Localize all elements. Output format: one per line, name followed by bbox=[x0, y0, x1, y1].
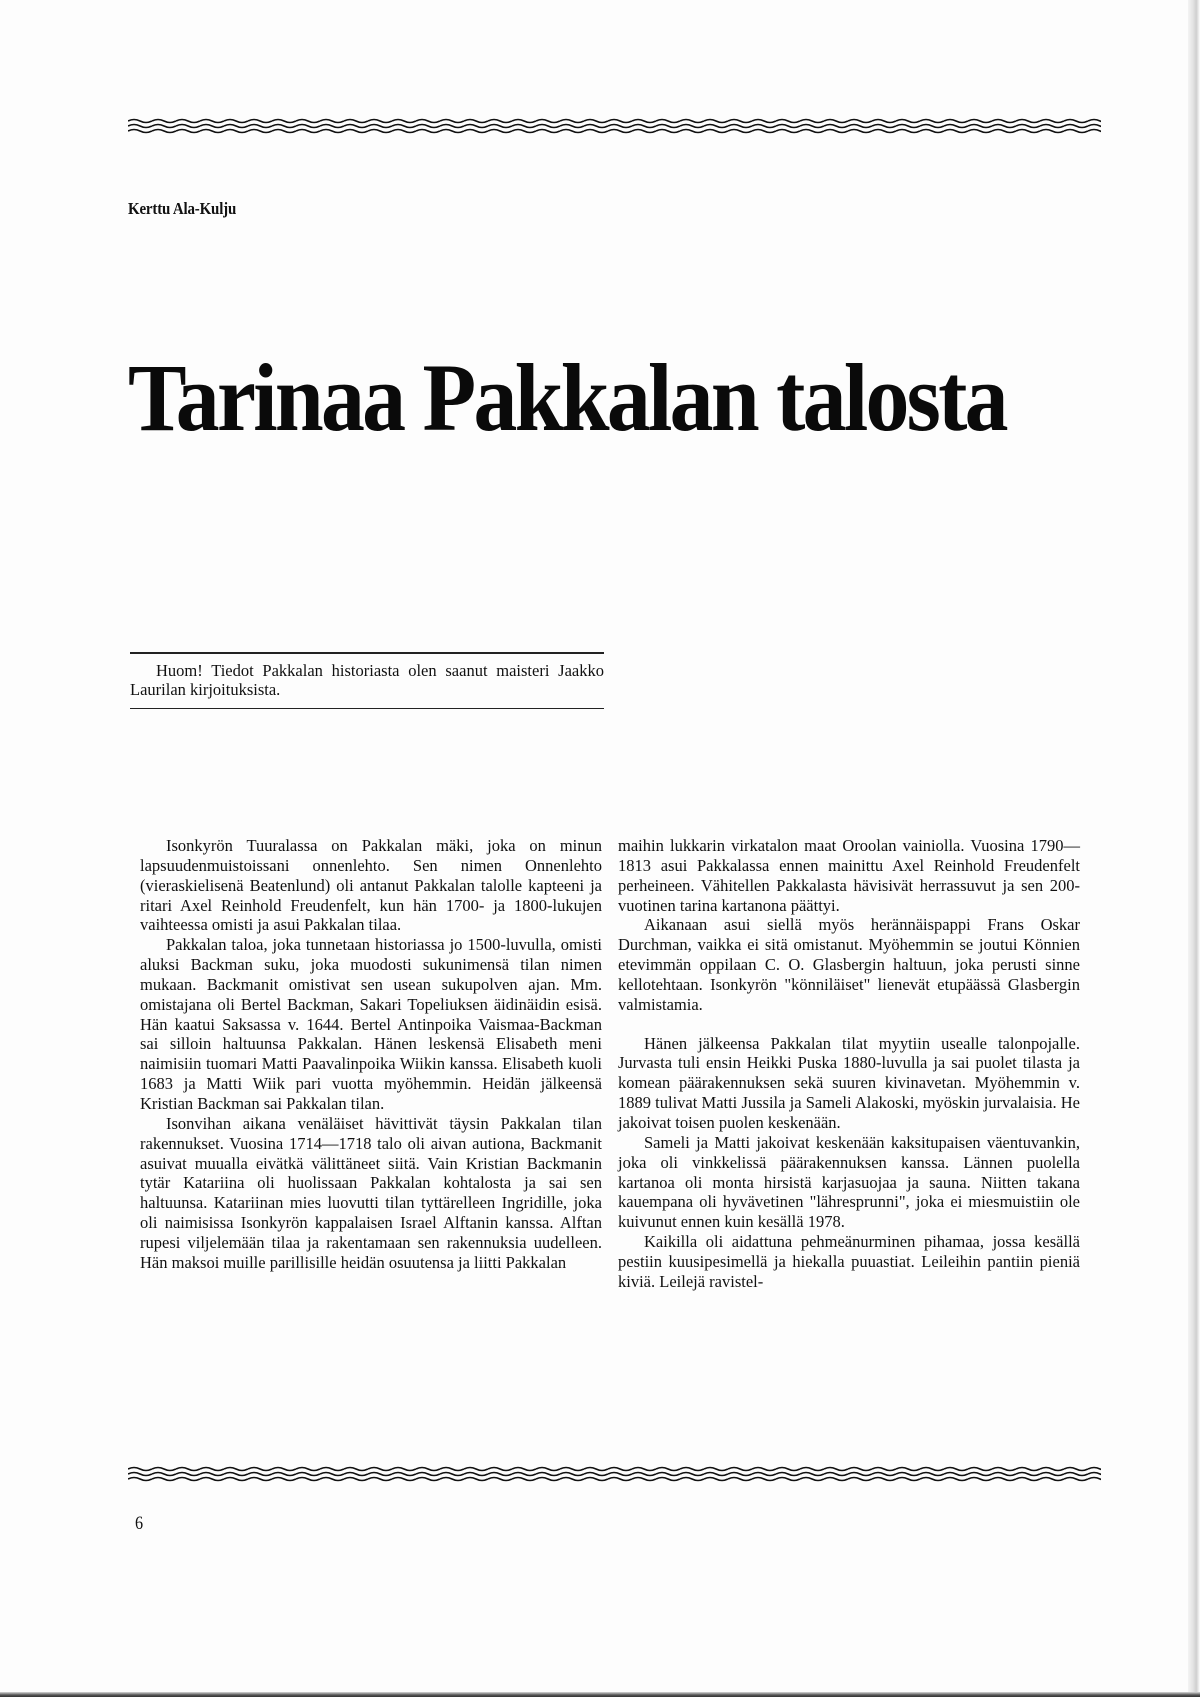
note-bottom-divider bbox=[130, 708, 604, 710]
article-author: Kerttu Ala-Kulju bbox=[128, 199, 237, 218]
paragraph: maihin lukkarin virkatalon maat Oroolan vainiolla. Vuosina 1790—1813 asui Pakkalassa ennen mainittu Axel Reinhold Freudenfelt perheineen. Vähitellen Pakkalasta hävisivät herrassuvut ja sen 200-vuotinen tarina kartanona päättyi. bbox=[618, 836, 1080, 915]
bottom-wavy-rule bbox=[128, 1466, 1101, 1482]
note-top-divider bbox=[130, 652, 604, 654]
page-right-edge bbox=[1188, 0, 1200, 1697]
paragraph: Hänen jälkeensa Pakkalan tilat myytiin usealle talonpojalle. Jurvasta tuli ensin Heikki Puska 1880-luvulla ja sai puolet tilasta ja komean päärakennuksen sekä suuren kivinavetan. Myöhemmin v. 1889 tulivat Matti Jussila ja Sameli Alakoski, myöskin jurvalaisia. He jakoivat toisen puolen keskenään. bbox=[618, 1033, 1080, 1132]
article-body bbox=[140, 836, 1080, 1292]
source-note bbox=[130, 652, 604, 709]
left-column bbox=[140, 836, 602, 1292]
top-wavy-rule bbox=[128, 118, 1101, 134]
right-column bbox=[618, 836, 1080, 1292]
article-title: Tarinaa Pakkalan talosta bbox=[128, 344, 1006, 451]
paragraph: Isonvihan aikana venäläiset hävittivät täysin Pakkalan tilan rakennukset. Vuosina 1714—1718 talo oli aivan autiona, Backmanit asuivat muualla eivätkä välittäneet siitä. Vain Kristian Backmanin tytär Katariina oli huolissaan Pakkalan kohtalosta ja sai sen haltuunsa. Katariinan mies luovutti tilan tyttärelleen Ingridille, joka oli naimisissa Isonkyrön kappalaisen Israel Alftanin kanssa. Alftan rupesi viljelemään tilaa ja rakentamaan sen rakennuksia uudelleen. Hän maksoi muille parillisille heidän osuutensa ja liitti Pakkalan bbox=[140, 1113, 602, 1272]
paragraph: Pakkalan taloa, joka tunnetaan historiassa jo 1500-luvulla, omisti aluksi Backman suku, joka muodosti sukunimensä tilan nimen mukaan. Backmanit omistivat sen usean sukupolven ajan. Mm. omistajana oli Bertel Backman, Sakari Topeliuksen äidinäidin esisä. Hän kaatui Saksassa v. 1644. Bertel Antinpoika Vaismaa-Backman sai silloin haltuunsa Pakkalan. Hänen leskensä Elisabeth meni naimisiin tuomari Matti Paavalinpoika Wiikin kanssa. Elisabeth kuoli 1683 ja Matti Wiik pari vuotta myöhemmin. Heidän jälkeensä Kristian Backman sai Pakkalan tilan. bbox=[140, 935, 602, 1113]
paragraph: Isonkyrön Tuuralassa on Pakkalan mäki, joka on minun lapsuudenmuistoissani onnenlehto. Sen nimen Onnenlehto (vieraskielisenä Beatenlund) oli antanut Pakkalan talolle kapteeni ja ritari Axel Reinhold Freudenfelt, kun hän 1700- ja 1800-lukujen vaihteessa omisti ja asui Pakkalan tilaa. bbox=[140, 836, 602, 935]
wavy-rule-icon bbox=[128, 118, 1101, 134]
paragraph: Sameli ja Matti jakoivat keskenään kaksitupaisen väentuvankin, joka oli vinkkelissä päärakennuksen kanssa. Lännen puolella kartanoa oli monta hirsistä karjasuojaa ja sauna. Niitten takana kauempana oli hyvävetinen "lähresprunni", joka ei miesmuistiin ole kuivunut ennen kuin kesällä 1978. bbox=[618, 1132, 1080, 1232]
wavy-rule-icon bbox=[128, 1466, 1101, 1482]
note-text: Huom! Tiedot Pakkalan historiasta olen saanut maisteri Jaakko Laurilan kirjoituksista. bbox=[130, 660, 604, 699]
page-number: 6 bbox=[135, 1513, 144, 1534]
paragraph: Kaikilla oli aidattuna pehmeänurminen pihamaa, jossa kesällä pestiin kuusipesimellä ja hiekalla puuastiat. Leileihin pantiin pieniä kiviä. Leilejä ravistel- bbox=[618, 1232, 1080, 1291]
page-bottom-edge bbox=[0, 1692, 1200, 1697]
paragraph: Aikanaan asui siellä myös herännäispappi Frans Oskar Durchman, vaikka ei sitä omistanut. Myöhemmin se joutui Könnien etevimmän oppilaan C. O. Glasbergin haltuun, joka perusti sinne kellotehtaan. Isonkyrön "könniläiset" lienevät etupäässä Glasbergin valmistamia. bbox=[618, 915, 1080, 1014]
